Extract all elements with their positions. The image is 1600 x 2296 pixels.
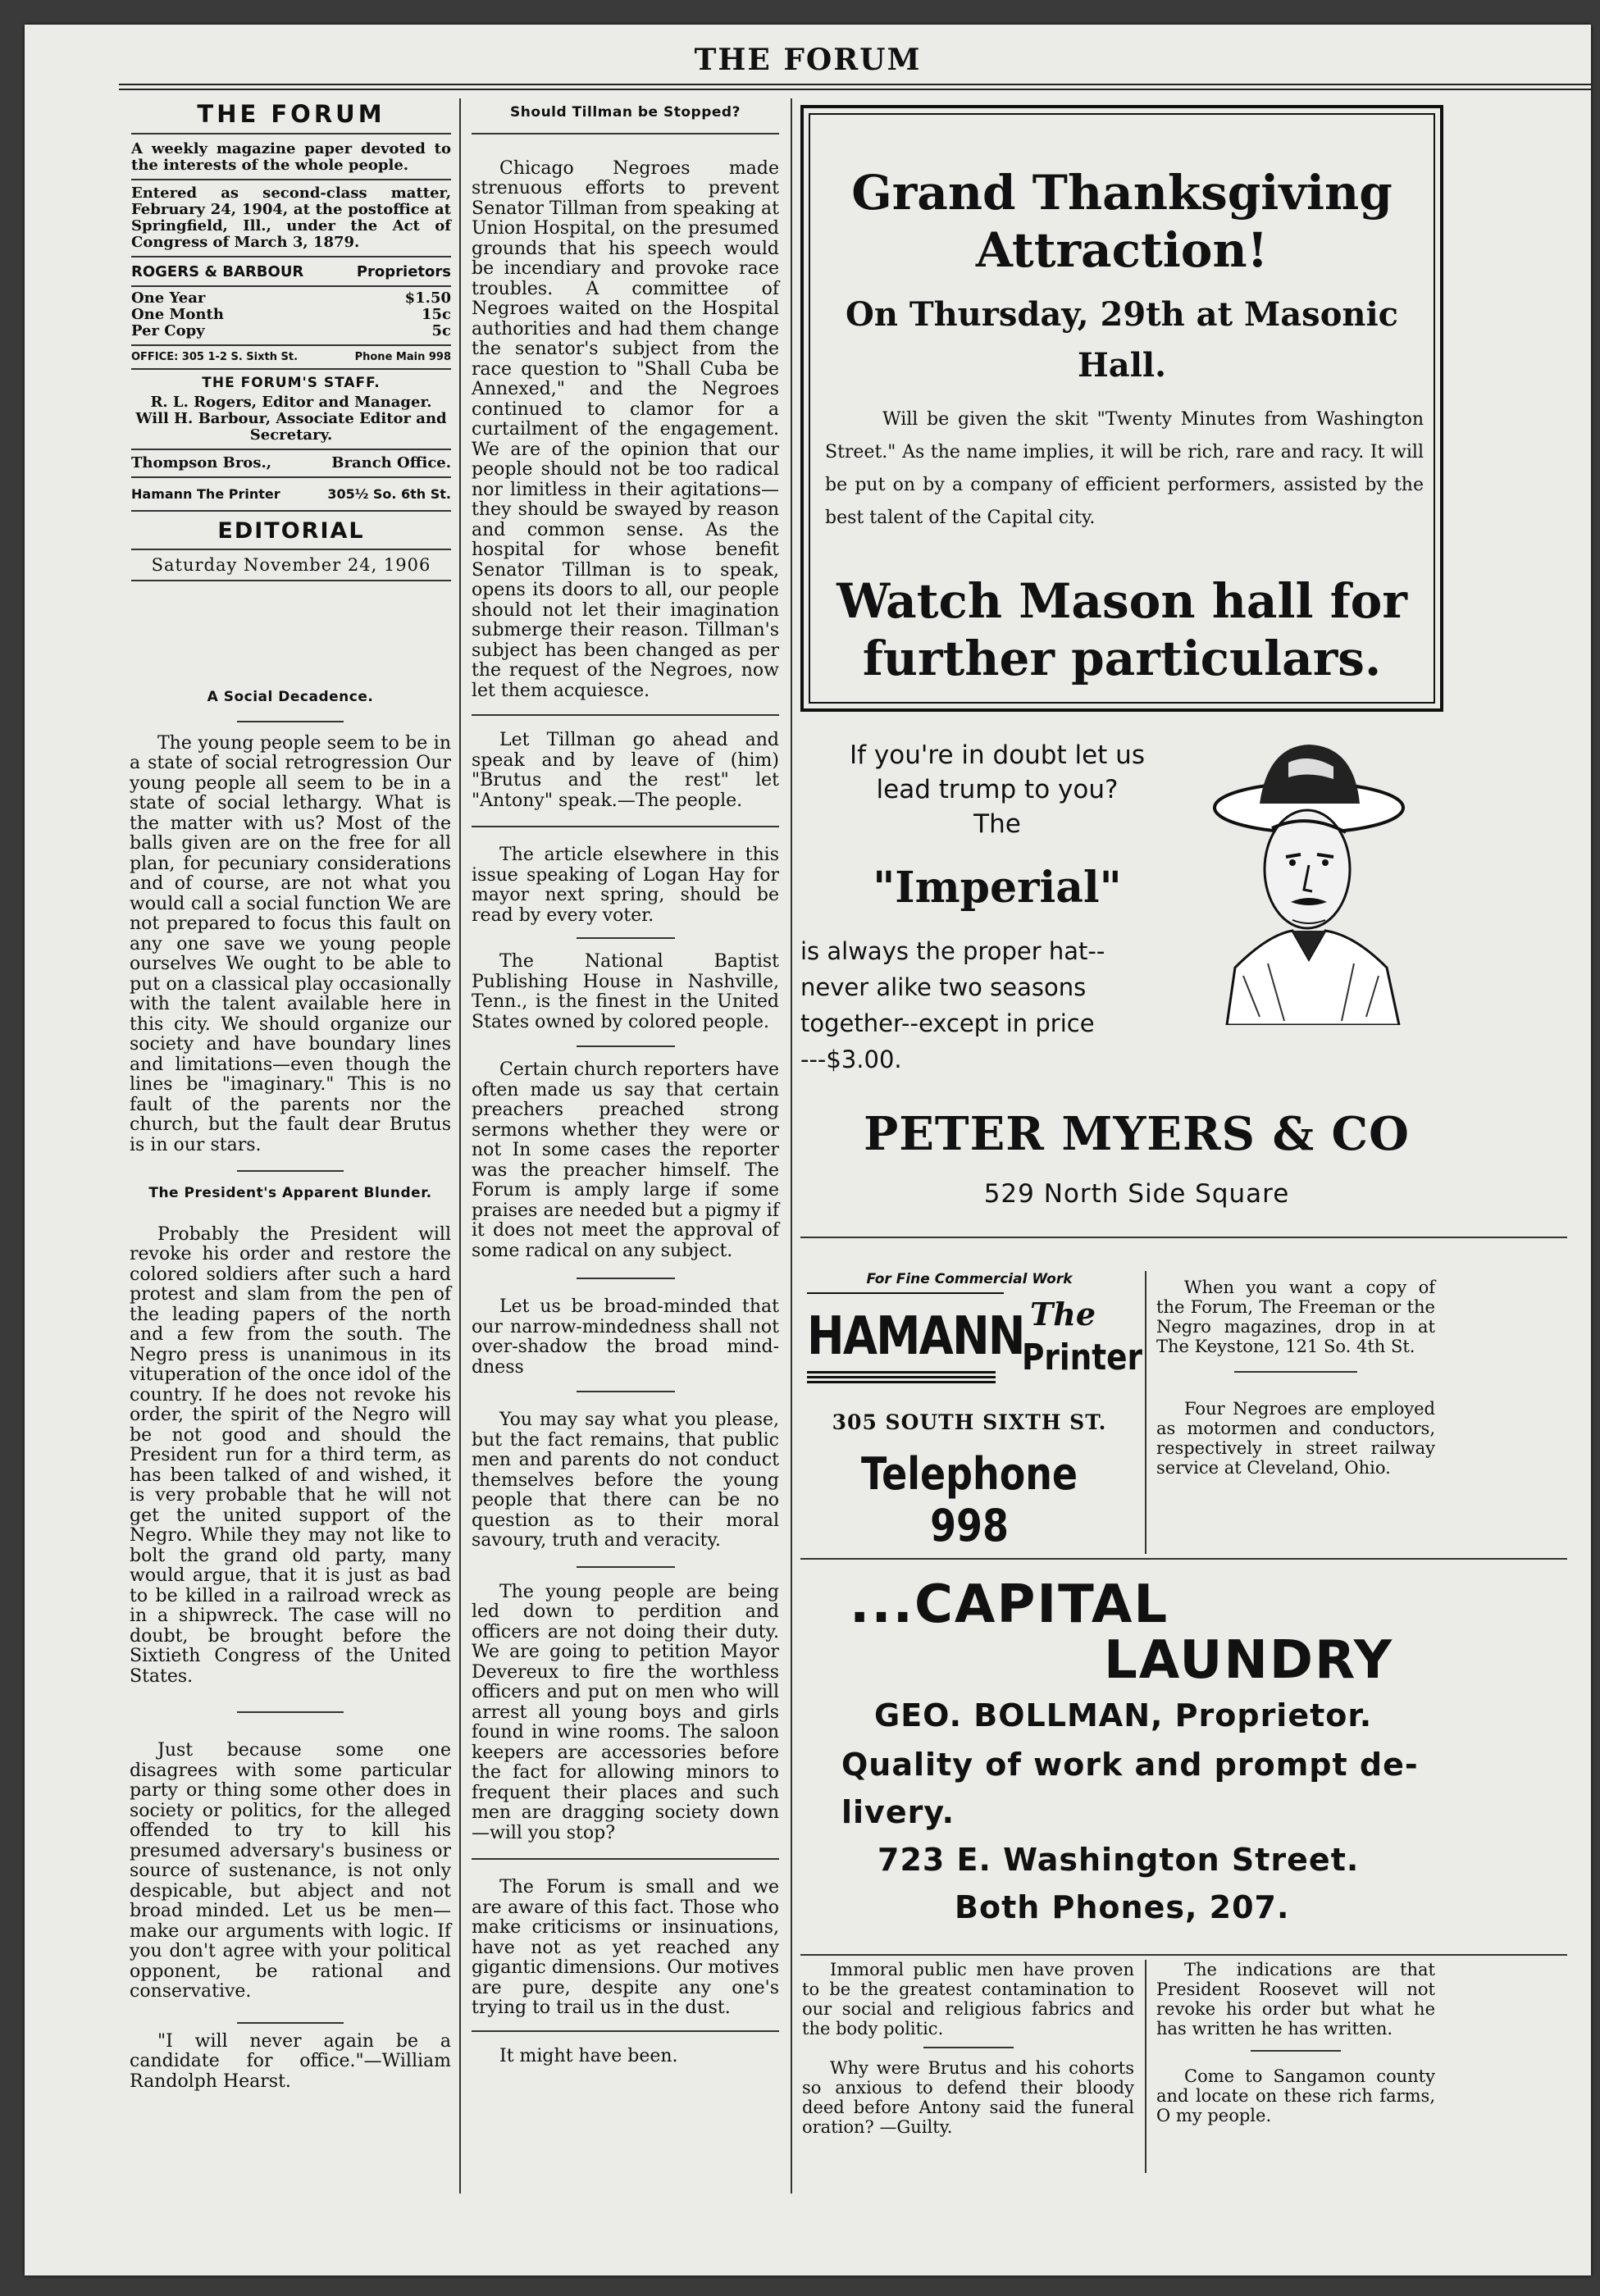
- ad-hamann-printer: [800, 1271, 1142, 1551]
- rule: [800, 1954, 1567, 1956]
- article-baptist: The National Baptist Publishing House in Nashville, Tenn., is the finest in the United States owned by colored people.: [472, 951, 779, 1032]
- article-disagrees: Just because some one disagrees with some particular party or thing some other does in society or politics, for the alleged offended to try to kill his presumed adversary's business or source of sustenance, is not only despicable, but abject and not broad minded. Let us be men—make our arguments with logic. If you don't agree with your political opponent, be rational and conservative.: [130, 1740, 451, 2002]
- notes-bottom-left: [802, 1960, 1134, 2137]
- headline-social-decadence: A Social Decadence.: [207, 689, 374, 705]
- ad-hamann-telephone: Telephone 998: [860, 1448, 1078, 1551]
- rate-row: One Month 15c: [131, 306, 451, 323]
- rule: [472, 826, 779, 827]
- note-brutus: Why were Brutus and his cohorts so anxious to defend their bloody deed before Antony said the funeral oration? —Guilty.: [802, 2058, 1134, 2137]
- short-rule: [1251, 2050, 1341, 2052]
- rates-table: [131, 290, 451, 339]
- short-rule: [577, 1278, 675, 1279]
- ad-hamann-top: For Fine Commercial Work: [866, 1271, 1073, 1287]
- quote-hearst: "I will never again be a candidate for office."—William Randolph Hearst.: [130, 2030, 451, 2092]
- short-rule: [237, 1170, 344, 1172]
- article-church-reporters: Certain church reporters have often made us say that certain preachers preached strong sermons whether they were or not In some cases the reporter was the preacher himself. The Forum is amply large if some praises are needed but a pigmy if it does not meet the approval of some radical on any subject.: [472, 1059, 779, 1261]
- ad-thanksgiving: [800, 105, 1443, 712]
- ad-hamann-the: The: [1030, 1296, 1096, 1332]
- rule: [807, 1376, 996, 1378]
- proprietors-name: ROGERS & BARBOUR: [131, 263, 304, 280]
- notes-right: [1156, 1278, 1435, 1478]
- masthead-rule-8: [131, 476, 451, 478]
- office-line: [131, 351, 451, 363]
- ad-hat-address: 529 North Side Square: [983, 1179, 1290, 1209]
- proprietors-line: [131, 264, 451, 280]
- ad-hat-line1: If you're in doubt let us: [850, 740, 1145, 770]
- masthead: [131, 100, 451, 581]
- rule: [800, 1237, 1567, 1238]
- ad-thanks-line6: further particulars.: [862, 631, 1382, 686]
- ad-laundry-line7: Both Phones, 207.: [955, 1889, 1290, 1925]
- rule: [1145, 1271, 1146, 1554]
- ad-laundry-line4: Quality of work and prompt de-: [841, 1747, 1419, 1783]
- ad-thanks-line3: On Thursday, 29th at Masonic: [845, 295, 1399, 334]
- printer-name: Hamann The Printer: [131, 486, 280, 502]
- newspaper-page: [25, 25, 1591, 2276]
- head-rule-2: [119, 89, 1591, 90]
- column-2: [472, 102, 779, 2066]
- article-young-people: The young people are being led down to perdition and officers are not doing their duty. We are going to petition Mayor Devereux to fire the worthless officers and put on men who will arrest all young boys and girls found in wine rooms. The saloon keepers are accessories before the fact for allowing minors to frequent their places and such men are dragging society down —will you stop?: [472, 1581, 779, 1843]
- editorial-heading: EDITORIAL: [217, 518, 365, 544]
- article-logan-hay: The article elsewhere in this issue speaking of Logan Hay for mayor next spring, should be read by every voter.: [472, 845, 779, 926]
- article-let-tillman: Let Tillman go ahead and speak and by leave of (him) "Brutus and the rest" let "Antony" speak.—The people.: [472, 730, 779, 811]
- short-rule: [577, 1046, 675, 1047]
- masthead-rule-7: [131, 449, 451, 450]
- short-rule: [577, 937, 675, 939]
- proprietors-label: Proprietors: [356, 263, 451, 280]
- ad-hamann-name: HAMANN: [807, 1306, 1024, 1367]
- article-social-decadence: The young people seem to be in a state of social retrogression Our young people all seem to be in a state of social lethargy. What is the matter with us? Most of the balls given are on the free for all plan, for pecuniary considerations and of course, are not what you would call a social function We are not prepared to focus this fault on any one save we young people ourselves We ought to be able to put on a classical play occasionally with the talent available here in this city. We should organize our society and have boundary lines and limitations—even though the lines be "imaginary." This is no fault of the parents nor the church, but the fault dear Brutus is in our stars.: [130, 732, 451, 1155]
- rule: [807, 1371, 996, 1374]
- ad-thanks-line4: Hall.: [1077, 346, 1167, 385]
- rule: [800, 1558, 1567, 1560]
- staff-associate: Will H. Barbour, Associate Editor and Secretary.: [135, 410, 447, 444]
- masthead-rule-3: [131, 256, 451, 257]
- ad-capital-laundry: [800, 1574, 1456, 1943]
- man-in-hat-illustration: [1210, 730, 1407, 1025]
- office-phone: Phone Main 998: [354, 351, 451, 363]
- ad-hat-line7: together--except in price: [800, 1009, 1095, 1037]
- article-public-men: You may say what you please, but the fact remains, that public men and parents do not conduct themselves before the young people that there can be no question as to their moral savoury, truth and veracity.: [472, 1410, 779, 1551]
- note-immoral-men: Immoral public men have proven to be the greatest contamination to our social and religious fabrics and the body politic.: [802, 1960, 1134, 2039]
- ad-thanks-body: Will be given the skit "Twenty Minutes from Washington Street." As the name implies, it will be rich, rare and racy. It will be put on by a company of efficient performers, assisted by the best talent of the Capital city.: [825, 409, 1424, 528]
- ad-hat-line8: ---$3.00.: [800, 1046, 902, 1073]
- short-rule: [923, 2047, 1014, 2048]
- masthead-entry: Entered as second-class matter, February 24, 1904, at the postoffice at Springfield, Ill., under the Act of Congress of March 3, 1879.: [131, 184, 451, 251]
- short-rule: [577, 1391, 675, 1392]
- column-rule-1: [459, 98, 461, 2194]
- ad-hat-store: PETER MYERS & CO: [864, 1107, 1410, 1161]
- staff-editor: R. L. Rogers, Editor and Manager.: [150, 394, 432, 411]
- ad-thanks-line2: Attraction!: [975, 222, 1269, 278]
- article-broad-minded: Let us be broad-minded that our narrow-mindedness shall not over-shadow the broad mind-dness: [472, 1296, 779, 1378]
- ad-hamann-printer-word: Printer: [1022, 1337, 1142, 1378]
- ad-hat-line5: is always the proper hat--: [800, 937, 1105, 965]
- rule: [1145, 1960, 1146, 2173]
- note-keystone: When you want a copy of the Forum, The Freeman or the Negro magazines, drop in at The Keystone, 121 So. 4th St.: [1156, 1278, 1435, 1356]
- column-rule-2: [791, 98, 792, 2194]
- article-president-blunder: Probably the President will revoke his order and restore the colored soldiers after such a hard protest and slam from the pen of the leading papers of the north and a few from the south. The Negro press is unanimous in its vituperation of the once idol of the country. If he does not revoke his order, the spirit of the Negro will be not good and should the President run for a third term, as has been talked of and wished, it is very probable that he will not get the united support of the Negro. While they may not like to bolt the grand old party, many would argue, that it is just as bad to be killed in a railroad wreck as in a shipwreck. The case will no doubt, be brought before the Sixtieth Congress of the United States.: [130, 1223, 451, 1687]
- printer-address: 305½ So. 6th St.: [327, 486, 451, 502]
- masthead-rule: [131, 133, 451, 134]
- ad-hamann-address: 305 SOUTH SIXTH ST.: [832, 1410, 1107, 1434]
- rate-row: Per Copy 5c: [131, 322, 451, 339]
- masthead-rule-11: [131, 580, 451, 581]
- masthead-rule-5: [131, 344, 451, 346]
- masthead-rule-9: [131, 510, 451, 512]
- rule: [807, 1292, 1004, 1294]
- ad-laundry-line3: GEO. BOLLMAN, Proprietor.: [874, 1697, 1373, 1733]
- ad-laundry-line6: 723 E. Washington Street.: [877, 1842, 1360, 1878]
- ad-hat-line3: The: [973, 809, 1021, 839]
- short-rule: [237, 721, 344, 722]
- head-rule: [119, 84, 1591, 85]
- note-roosevelt: The indications are that President Roosevet will not revoke his order but what he has written he has written.: [1156, 1960, 1435, 2039]
- short-rule: [237, 1711, 344, 1713]
- ad-hat-line6: never alike two seasons: [800, 973, 1087, 1001]
- printer-line: [131, 486, 451, 502]
- masthead-rule-2: [131, 179, 451, 180]
- rule: [472, 133, 779, 134]
- ad-laundry-line5: livery.: [841, 1794, 955, 1830]
- masthead-rule-6: [131, 368, 451, 370]
- ad-laundry-line1: ...CAPITAL: [850, 1574, 1169, 1635]
- masthead-rule-4: [131, 285, 451, 287]
- ad-thanks-line1: Grand Thanksgiving: [851, 165, 1393, 221]
- headline-president-blunder: The President's Apparent Blunder.: [148, 1185, 432, 1201]
- ad-thanks-line5: Watch Mason hall for: [836, 573, 1407, 629]
- short-rule: [577, 1566, 675, 1568]
- ad-hat-line2: lead trump to you?: [876, 775, 1119, 804]
- article-might-have-been: It might have been.: [499, 2045, 678, 2066]
- masthead-title: THE FORUM: [197, 100, 385, 128]
- issue-date: Saturday November 24, 1906: [151, 555, 431, 575]
- branch-line: [131, 455, 451, 472]
- note-cleveland: Four Negroes are employed as motormen and conductors, respectively in street railway service at Cleveland, Ohio.: [1156, 1399, 1435, 1478]
- note-sangamon: Come to Sangamon county and locate on these rich farms, O my people.: [1156, 2066, 1435, 2125]
- headline-tillman: Should Tillman be Stopped?: [510, 104, 741, 121]
- short-rule: [237, 2022, 344, 2024]
- column-1: [130, 687, 451, 2092]
- article-forum-small: The Forum is small and we are aware of this fact. Those who make criticisms or insinuations, have not as yet reached any gigantic dimensions. Our motives are pure, despite any one's trying to trail us in the dust.: [472, 1877, 779, 2018]
- staff-title: THE FORUM'S STAFF.: [202, 375, 381, 391]
- notes-bottom-right: [1156, 1960, 1435, 2125]
- rule: [472, 1858, 779, 1860]
- ad-hat-imperial: "Imperial": [873, 863, 1122, 913]
- rule: [472, 714, 779, 716]
- office-address: OFFICE: 305 1-2 S. Sixth St.: [131, 351, 299, 363]
- branch-name: Thompson Bros.,: [131, 454, 271, 472]
- short-rule: [1234, 1371, 1357, 1373]
- article-tillman: Chicago Negroes made strenuous efforts to prevent Senator Tillman from speaking at Union Hospital, on the presumed grounds that his speech would be incendiary and provoke race troubles. A committee of Negroes waited on the Hospital authorities and had them change the senator's subject from the race question to "Shall Cuba be Annexed," and the Negroes continued to clamor for a curtailment of the engagement. We are of the opinion that our people should not be too radical nor limitless in their agitations—they should be swayed by reason and common sense. As the hospital for whose benefit Senator Tillman is to speak, opens its doors to all, our people should not let their imagination submerge their reason. Tillman's subject has been changed as per the request of the Negroes, now let them acquiesce.: [472, 157, 779, 701]
- rate-row: One Year $1.50: [131, 289, 451, 307]
- ad-imperial-hat: [800, 730, 1571, 1230]
- branch-label: Branch Office.: [331, 454, 451, 472]
- rule: [807, 1381, 996, 1383]
- masthead-rule-10: [131, 549, 451, 550]
- running-head: THE FORUM: [694, 43, 922, 77]
- rule: [472, 2030, 779, 2032]
- masthead-tagline: A weekly magazine paper devoted to the interests of the whole people.: [131, 140, 451, 174]
- ad-laundry-line2: LAUNDRY: [1104, 1630, 1394, 1691]
